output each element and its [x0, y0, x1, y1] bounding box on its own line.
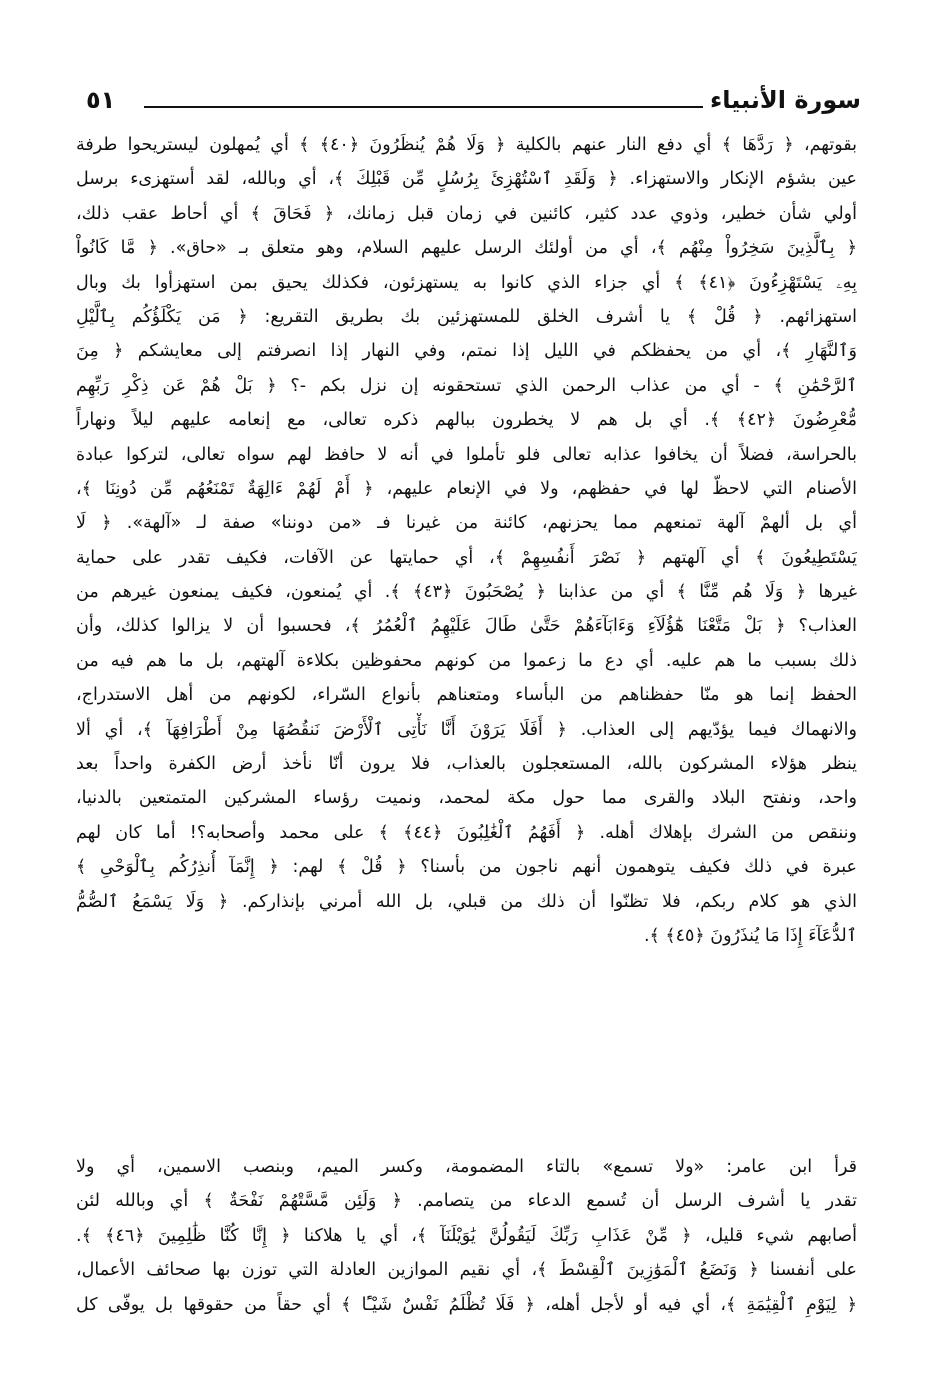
text-line: على أنفسنا ﴿ وَنَضَعُ ٱلْمَوَٰزِينَ ٱلْقِسْطَ ﴾، أي نقيم الموازين العادلة التي توزن بها صحائف الأعمال، — [76, 1260, 857, 1281]
commentary-text-second-paragraph — [76, 1150, 857, 1322]
commentary-text — [76, 128, 857, 953]
text-line: مُّعْرِضُونَ ﴿٤٢﴾ ﴾. أي بل هم لا يخطرون ببالهم ذكره تعالى، مع إنعامه عليهم ليلاً ونهاراً — [76, 410, 857, 431]
text-line: غيرها ﴿ وَلَا هُم مِّنَّا ﴾ أي من عذابنا ﴿ يُصْحَبُونَ ﴿٤٣﴾ ﴾. أي يُمنعون، فكيف يمنعون غيرهم من — [76, 582, 857, 603]
page-number: ٥١ — [86, 86, 116, 114]
text-line: عين بشؤم الإنكار والاستهزاء. ﴿ وَلَقَدِ ٱسْتُهْزِئَ بِرُسُلٍ مِّن قَبْلِكَ ﴾، أي وبالله، لقد أستهزىء برسل — [76, 169, 857, 190]
text-line: ذلك بسبب ما هم عليه. أي دع ما زعموا من كونهم محفوظين بكلاءة آلهتهم، بل ما هم فيه من — [76, 650, 857, 671]
text-line: قرأ ابن عامر: «ولا تسمع» بالتاء المضمومة، وكسر الميم، وبنصب الاسمين، أي ولا — [76, 1157, 857, 1177]
text-line: الحفظ إنما هو منّا حفظناهم من البأساء ومتعناهم بأنواع السّراء، لكونهم من أهل الاستدراج، — [76, 685, 857, 706]
text-line: بِهِۦ يَسْتَهْزِءُونَ ﴿٤١﴾ ﴾ أي جزاء الذي كانوا به يستهزئون، فكذلك يحيق بمن استهزأوا بك وبال — [76, 272, 857, 293]
text-line: ﴿ لِيَوْمِ ٱلْقِيَٰمَةِ ﴾، أي فيه أو لأجل أهله، ﴿ فَلَا تُظْلَمُ نَفْسٌ شَيْـًٔا ﴾ أي حقاً من حقوقها بل يوفّى كل — [76, 1294, 857, 1315]
text-line: العذاب؟ ﴿ بَلْ مَتَّعْنَا هَٰٓؤُلَآءِ وَءَابَآءَهُمْ حَتَّىٰ طَالَ عَلَيْهِمُ ٱلْعُمُرُ ﴾، فحسبوا أن لا يزالوا كذلك، وأن — [76, 616, 857, 637]
page-header — [86, 84, 861, 124]
text-line: وننقص من الشرك بإهلاك أهله. ﴿ أَفَهُمُ ٱلْغَٰلِبُونَ ﴿٤٤﴾ ﴾ على محمد وأصحابه؟! أما كان لهم — [76, 822, 857, 843]
text-line: أي بل ألهمْ آلهة تمنعهم مما يحزنهم، كائنة من غيرنا فـ «من دوننا» صفة لـ «آلهة». ﴿ لَا — [76, 513, 857, 534]
text-line: واحد، ونفتح البلاد والقرى مما حول مكة لمحمد، ونميت رؤساء المشركين المتمتعين بالدنيا، — [76, 788, 857, 809]
text-line: ﴿ بِٱلَّذِينَ سَخِرُواْ مِنْهُم ﴾، أي من أولئك الرسل عليهم السلام، وهو متعلق بـ «حاق». ﴿ مَّا كَانُواْ — [76, 238, 857, 259]
text-line: الأصنام التي لاحظّ لها في حفظهم، ولا في الإنعام عليهم، ﴿ أَمْ لَهُمْ ءَالِهَةٌ تَمْنَعُهُم مِّن دُونِنَا ﴾، — [76, 478, 857, 499]
text-line: تقدر يا أشرف الرسل أن تُسمع الدعاء من يتصامم. ﴿ وَلَئِن مَّسَّتْهُمْ نَفْحَةٌ ﴾ أي وبالله لئن — [76, 1191, 857, 1212]
text-line: الذي هو كلام ربكم، فلا تظنّوا أن ذلك من قبلي، بل الله أمرني بإنذاركم. ﴿ وَلَا يَسْمَعُ ٱلصُّمُّ — [76, 891, 857, 912]
text-line: بالحراسة، فضلاً أن يخافوا عذابه تعالى فلو تأملوا في أنه لا حافظ لهم سواه تعالى، لتركوا عبادة — [76, 444, 857, 465]
text-line: عبرة في ذلك فكيف يتوهمون أنهم ناجون من بأسنا؟ ﴿ قُلْ ﴾ لهم: ﴿ إِنَّمَآ أُنذِرُكُم بِٱلْوَحْىِ ﴾ — [76, 857, 857, 878]
text-line: ٱلدُّعَآءَ إِذَا مَا يُنذَرُونَ ﴿٤٥﴾ ﴾. — [643, 925, 857, 946]
surah-title: سورة الأنبياء — [710, 86, 861, 114]
text-line: استهزائهم. ﴿ قُلْ ﴾ يا أشرف الخلق للمستهزئين بك بطريق التقريع: ﴿ مَن يَكْلَؤُكُم بِٱلَّيْلِ — [76, 306, 857, 327]
text-line: بقوتهم، ﴿ رَدَّهَا ﴾ أي دفع النار عنهم بالكلية ﴿ وَلَا هُمْ يُنظَرُونَ ﴿٤٠﴾ ﴾ أي يُمهلون ليستريحوا طرفة — [76, 135, 857, 155]
text-line: ينظر هؤلاء المشركون بالله، المستعجلون بالعذاب، فلا يرون أنّا نأخذ أرض الكفرة واحداً بعد — [76, 754, 857, 775]
text-line: والانهماك فيما يؤدّيهم إلى العذاب. ﴿ أَفَلَا يَرَوْنَ أَنَّا نَأْتِى ٱلْأَرْضَ نَنقُصُهَا مِنْ أَطْرَافِهَآ ﴾، أي ألا — [76, 719, 857, 740]
text-line: أصابهم شيء قليل، ﴿ مِّنْ عَذَابِ رَبِّكَ لَيَقُولُنَّ يَٰوَيْلَنَآ ﴾، أي يا هلاكنا ﴿ إِنَّا كُنَّا ظَٰلِمِينَ ﴿٤٦﴾ ﴾. — [76, 1225, 857, 1246]
header-rule — [144, 106, 703, 108]
text-line: يَسْتَطِيعُونَ ﴾ أي آلهتهم ﴿ نَصْرَ أَنفُسِهِمْ ﴾، أي حمايتها عن الآفات، فكيف تقدر على حماية — [76, 547, 857, 568]
text-line: ٱلرَّحْمَٰنِ ﴾ - أي من عذاب الرحمن الذي تستحقونه إن نزل بكم -؟ ﴿ بَلْ هُمْ عَن ذِكْرِ رَبِّهِم — [76, 375, 857, 396]
text-line: وَٱلنَّهَارِ ﴾، أي من يحفظكم في الليل إذا نمتم، وفي النهار إذا انصرفتم إلى معايشكم ﴿ مِنَ — [76, 341, 857, 362]
text-line: أولي شأن خطير، وذوي عدد كثير، كائنين في زمان قبل زمانك، ﴿ فَحَاقَ ﴾ أي أحاط عقب ذلك، — [76, 203, 857, 224]
